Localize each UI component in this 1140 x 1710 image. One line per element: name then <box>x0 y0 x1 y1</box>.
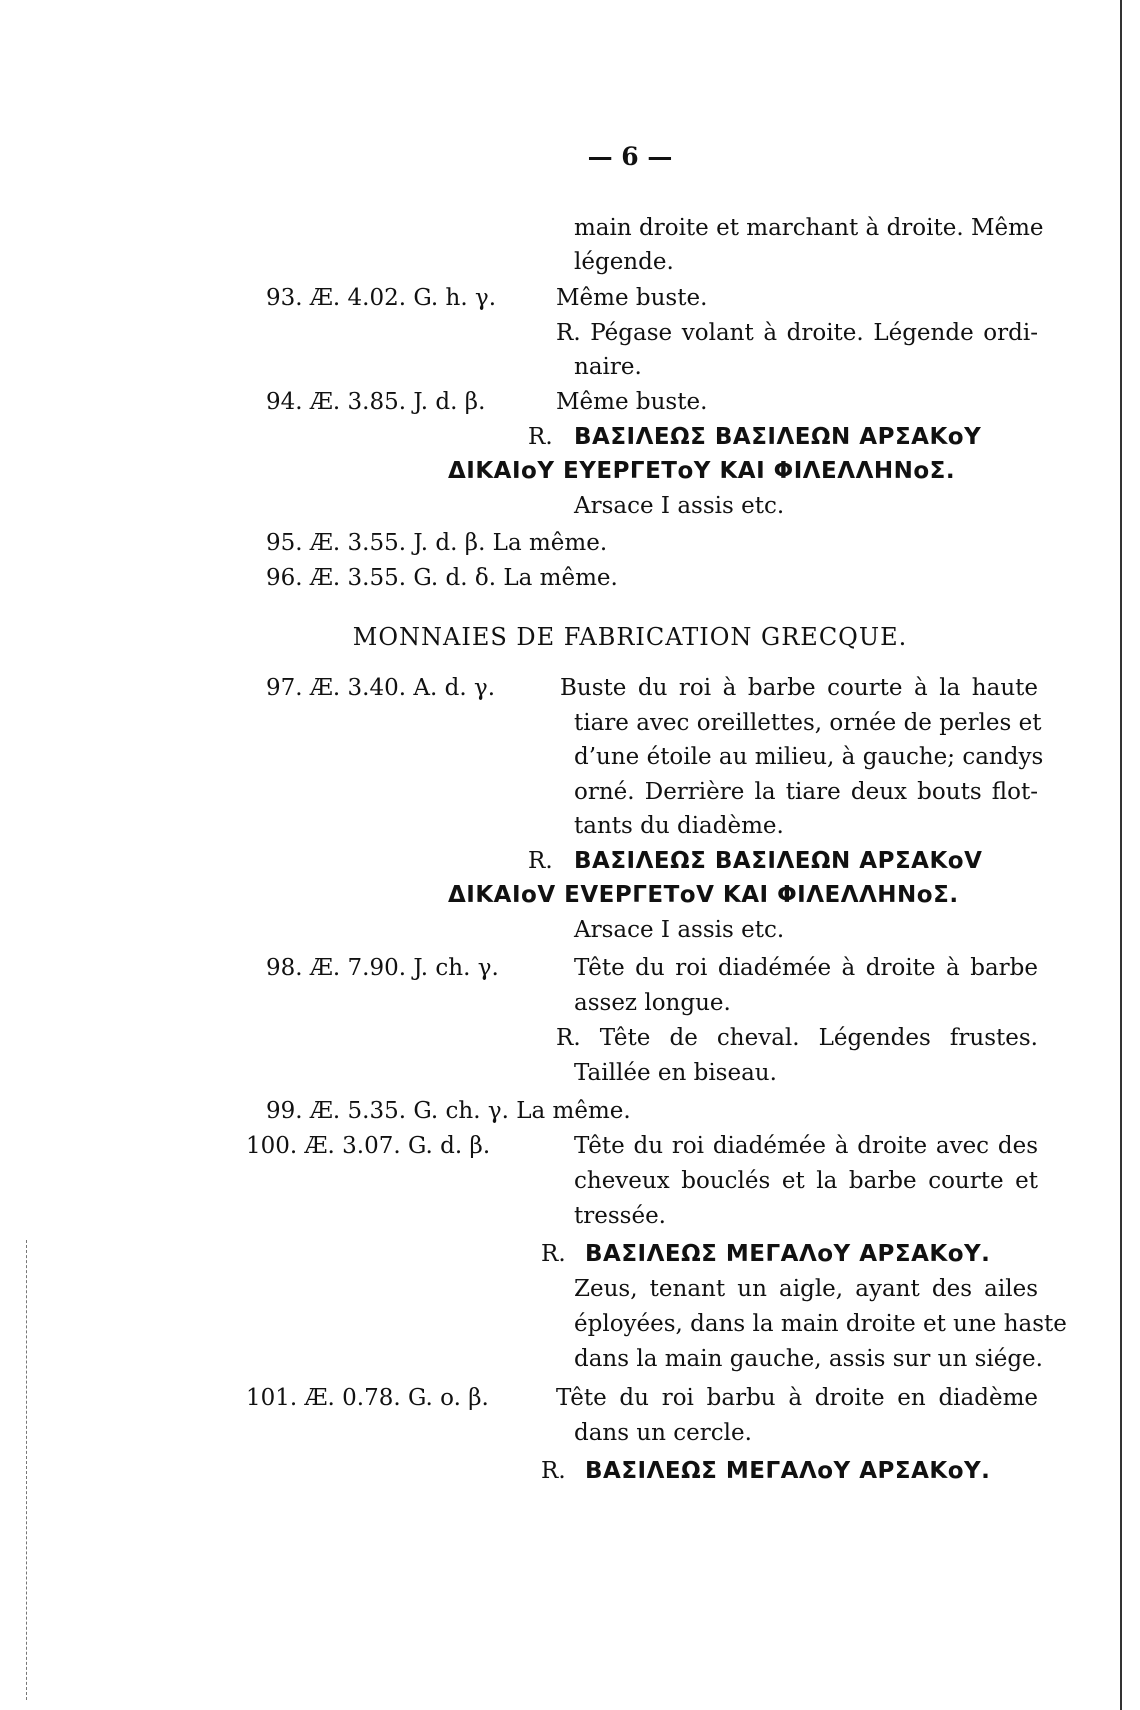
entry-99: 99. Æ. 5.35. G. ch. γ. La même. <box>266 1098 631 1124</box>
entry-98-header: 98. Æ. 7.90. J. ch. γ. <box>266 955 499 981</box>
entry-98-obverse: Tête du roi diadémée à droite à barbe <box>574 955 1038 981</box>
entry-93-reverse: naire. <box>574 354 642 380</box>
entry-100-description: éployées, dans la main droite et une haste <box>574 1311 1067 1337</box>
entry-94-header: 94. Æ. 3.85. J. d. β. <box>266 389 486 415</box>
entry-100-description: dans la main gauche, assis sur un siége. <box>574 1346 1043 1372</box>
entry-101-greek-legend: ΒΑΣΙΛΕΩΣ ΜΕΓΑΛοΥ ΑΡΣΑΚοΥ. <box>585 1458 991 1484</box>
entry-97-obverse: d’une étoile au milieu, à gauche; candys <box>574 744 1044 770</box>
entry-100-obverse: tressée. <box>574 1203 666 1229</box>
entry-97-obverse: tants du diadème. <box>574 813 784 839</box>
entry-98-reverse: R. Tête de cheval. Légendes frustes. <box>556 1025 1038 1051</box>
entry-100-reverse-label: R. <box>541 1241 566 1267</box>
entry-97-obverse: tiare avec oreillettes, ornée de perles et <box>574 710 1042 736</box>
entry-93-reverse: R. Pégase volant à droite. Légende ordi- <box>556 320 1038 346</box>
entry-97-reverse-label: R. <box>528 848 553 874</box>
entry-98-obverse: assez longue. <box>574 990 731 1016</box>
entry-100-obverse: cheveux bouclés et la barbe courte et <box>574 1168 1038 1194</box>
entry-100-greek-legend: ΒΑΣΙΛΕΩΣ ΜΕΓΑΛοΥ ΑΡΣΑΚοΥ. <box>585 1241 991 1267</box>
entry-100-obverse: Tête du roi diadémée à droite avec des <box>574 1133 1038 1159</box>
entry-95: 95. Æ. 3.55. J. d. β. La même. <box>266 530 608 556</box>
text-line: légende. <box>574 249 674 275</box>
entry-101-obverse: Tête du roi barbu à droite en diadème <box>556 1385 1038 1411</box>
entry-97-obverse: orné. Derrière la tiare deux bouts flot- <box>574 779 1038 805</box>
entry-93-header: 93. Æ. 4.02. G. h. γ. <box>266 285 497 311</box>
text-line: main droite et marchant à droite. Même <box>574 215 1044 241</box>
entry-100-description: Zeus, tenant un aigle, ayant des ailes <box>574 1276 1038 1302</box>
entry-98-reverse: Taillée en biseau. <box>574 1060 777 1086</box>
entry-96: 96. Æ. 3.55. G. d. δ. La même. <box>266 565 618 591</box>
entry-94-greek-legend: ΔΙΚΑΙοΥ ΕΥΕΡΓΕΤοΥ ΚΑΙ ΦΙΛΕΛΛΗΝοΣ. <box>448 458 956 484</box>
entry-97-obverse: Buste du roi à barbe courte à la haute <box>560 675 1038 701</box>
entry-101-reverse-label: R. <box>541 1458 566 1484</box>
entry-94-reverse-label: R. <box>528 424 553 450</box>
entry-94-obverse: Même buste. <box>556 389 708 415</box>
entry-101-obverse: dans un cercle. <box>574 1420 752 1446</box>
page-number: — 6 — <box>587 142 673 171</box>
entry-94-description: Arsace I assis etc. <box>574 493 785 519</box>
binding-edge <box>26 1240 27 1700</box>
entry-97-description: Arsace I assis etc. <box>574 917 785 943</box>
entry-93-obverse: Même buste. <box>556 285 708 311</box>
entry-94-greek-legend: ΒΑΣΙΛΕΩΣ ΒΑΣΙΛΕΩΝ ΑΡΣΑΚοΥ <box>574 424 982 450</box>
entry-101-header: 101. Æ. 0.78. G. o. β. <box>246 1385 489 1411</box>
entry-100-header: 100. Æ. 3.07. G. d. β. <box>246 1133 491 1159</box>
section-heading: MONNAIES DE FABRICATION GRECQUE. <box>352 623 908 651</box>
page-edge-rule <box>1120 0 1122 1710</box>
entry-97-header: 97. Æ. 3.40. A. d. γ. <box>266 675 496 701</box>
entry-97-greek-legend: ΔΙΚΑΙοV ΕVΕΡΓΕΤοV ΚΑΙ ΦΙΛΕΛΛΗΝοΣ. <box>448 882 959 908</box>
entry-97-greek-legend: ΒΑΣΙΛΕΩΣ ΒΑΣΙΛΕΩΝ ΑΡΣΑΚοV <box>574 848 983 874</box>
